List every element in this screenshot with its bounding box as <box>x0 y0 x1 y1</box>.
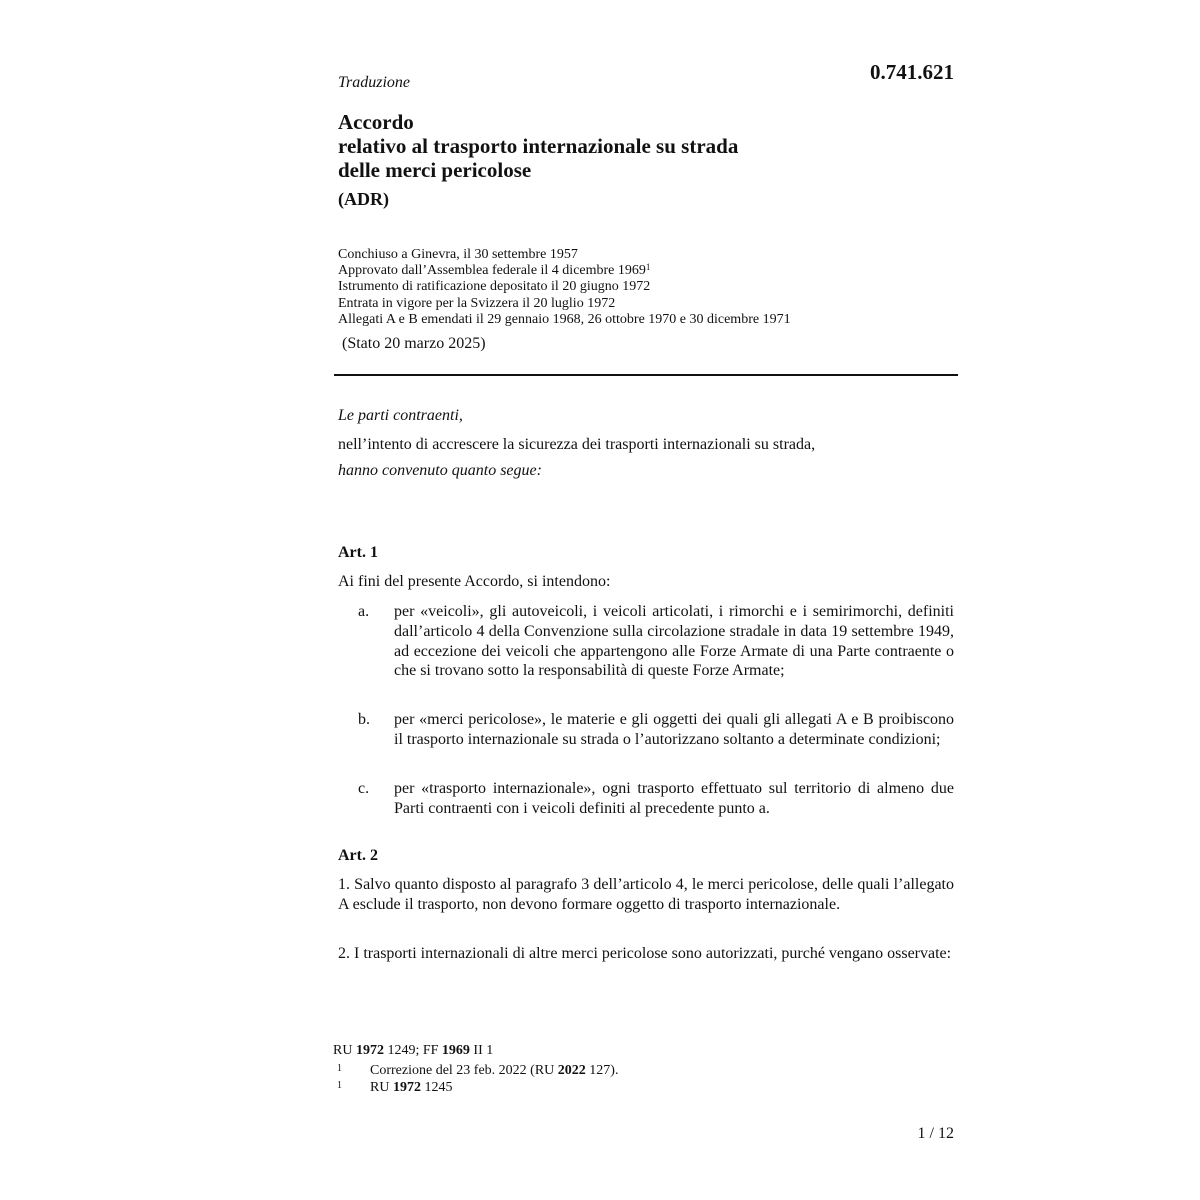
footnote <box>337 1063 618 1078</box>
list-letter: a. <box>358 603 370 620</box>
preamble-intent: nell’intento di accrescere la sicurezza dei trasporti internazionali su strada, <box>338 436 816 453</box>
translation-label: Traduzione <box>338 74 411 91</box>
preamble-agreed: hanno convenuto quanto segue: <box>338 462 542 479</box>
list-text: per «trasporto internazionale», ogni trasporto effettuato sul territorio di almeno due Parti contraenti con i veicoli definiti al precedente punto a. <box>394 780 954 817</box>
meta-annexes: Allegati A e B emendati il 29 gennaio 1968, 26 ottobre 1970 e 30 dicembre 1971 <box>338 311 791 327</box>
footnote-text-part: 1245 <box>420 1080 453 1095</box>
footnote-text-part: RU <box>370 1080 393 1095</box>
list-text: per «merci pericolose», le materie e gli oggetti dei quali gli allegati A e B proibiscono il trasporto internazionale su strada o l’autorizzano soltanto a determinate condizioni; <box>394 711 954 748</box>
source-text: 1249; FF <box>383 1043 442 1058</box>
title-line-2: relativo al trasporto internazionale su strada <box>338 134 739 158</box>
footnote-year: 2022 <box>557 1063 586 1078</box>
footnote-mark: 1 <box>337 1080 342 1091</box>
title-line-1: Accordo <box>338 110 414 134</box>
footnote-ref[interactable]: 1 <box>645 262 651 273</box>
title-abbreviation: (ADR) <box>338 189 389 209</box>
meta-entry-into-force: Entrata in vigore per la Svizzera il 20 luglio 1972 <box>338 295 616 311</box>
list-text: per «veicoli», gli autoveicoli, i veicoli articolati, i rimorchi e i semirimorchi, definiti dall’articolo 4 della Convenzione sulla circolazione stradale in data 19 settembre 1949, ad eccezione dei veicoli che appartengono alle Forze Armate di una Parte contraente o che si trovano sotto la responsabilità di queste Forze Armate; <box>394 603 954 680</box>
footnote-mark: 1 <box>337 1063 342 1074</box>
article-2-paragraph-2: 2. I trasporti internazionali di altre merci pericolose sono autorizzati, purché vengano osservate: <box>338 945 952 962</box>
source-text: II 1 <box>469 1043 494 1058</box>
article-2-paragraph-1: 1. Salvo quanto disposto al paragrafo 3 dell’articolo 4, le merci pericolose, delle quali l’allegato A esclude il trasporto, non devono formare oggetto di trasporto internazionale. <box>338 876 954 913</box>
source-year: 1972 <box>355 1043 384 1058</box>
footnote-text <box>370 1080 452 1095</box>
document-metadata <box>338 247 791 328</box>
footnote-year: 1972 <box>392 1080 421 1095</box>
list-item <box>338 779 954 819</box>
source-text: RU <box>333 1043 356 1058</box>
title-line-3: delle merci pericolose <box>338 158 532 182</box>
footnote-text-part: 127). <box>585 1063 619 1078</box>
article-1-intro: Ai fini del presente Accordo, si intendono: <box>338 573 611 590</box>
article-2-heading: Art. 2 <box>338 847 378 864</box>
list-item <box>338 602 954 681</box>
preamble-parties: Le parti contraenti, <box>338 407 463 424</box>
footnote-text-part: Correzione del 23 feb. 2022 (RU <box>370 1063 558 1078</box>
document-title <box>338 110 738 182</box>
page-number: 1 / 12 <box>917 1125 954 1142</box>
meta-ratification: Istrumento di ratificazione depositato il 20 giugno 1972 <box>338 279 651 295</box>
meta-approved: Approvato dall’Assemblea federale il 4 dicembre 1969 <box>338 263 646 279</box>
header-divider <box>334 374 958 376</box>
list-letter: b. <box>358 711 370 728</box>
meta-concluded: Conchiuso a Ginevra, il 30 settembre 1957 <box>338 247 578 262</box>
footnote-source <box>333 1043 493 1059</box>
status-date: (Stato 20 marzo 2025) <box>342 335 486 352</box>
source-year: 1969 <box>441 1043 470 1058</box>
article-1-heading: Art. 1 <box>338 544 378 561</box>
meta-approved-line <box>338 263 791 279</box>
document-number: 0.741.621 <box>870 60 954 84</box>
footnote-text <box>370 1063 618 1078</box>
list-item <box>338 710 954 750</box>
footnote <box>337 1080 452 1095</box>
list-letter: c. <box>358 780 370 797</box>
